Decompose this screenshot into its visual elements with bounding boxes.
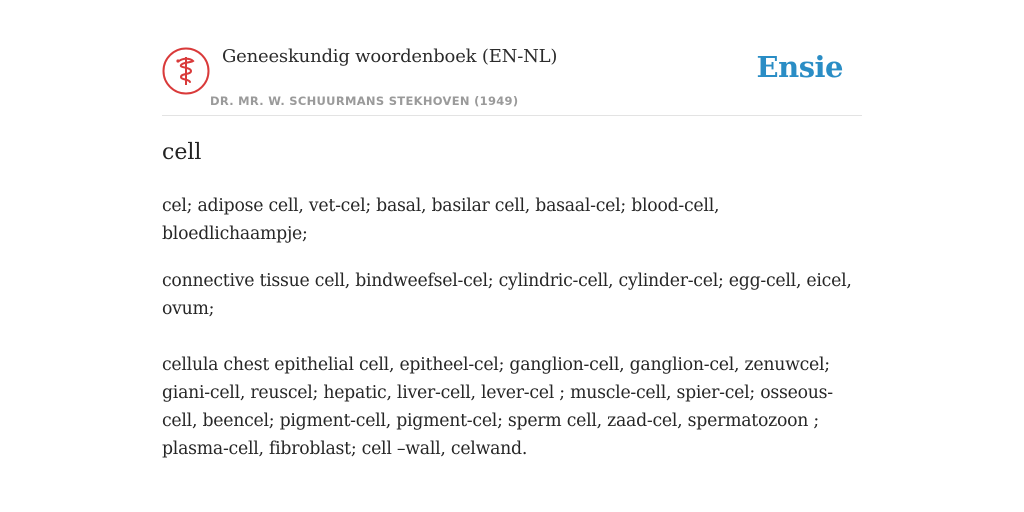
caduceus-icon[interactable] (162, 47, 210, 95)
book-title[interactable]: Geneeskundig woordenboek (EN-NL) (222, 46, 558, 67)
entry-definition (162, 192, 862, 463)
book-author: DR. MR. W. SCHUURMANS STEKHOVEN (1949) (210, 94, 519, 108)
definition-paragraph: cel; adipose cell, vet-cel; basal, basilar cell, basaal-cel; blood-cell, bloedlichaampje; (162, 196, 720, 244)
content-column (162, 0, 862, 459)
definition-paragraph: cellula chest epithelial cell, epitheel-cel; ganglion-cell, ganglion-cel, zenuwcel; giani-cell, reuscel; hepatic, liver-cell, lever-cel ; muscle-cell, spier-cel; osseous-cell, beencel; pigment-cell, pigment-cel; sperm cell, zaad-cel, spermatozoon ; plasma-cell, fibroblast; cell –wall, celwand. (162, 355, 833, 459)
definition-paragraph: connective tissue cell, bindweefsel-cel; cylindric-cell, cylinder-cel; egg-cell, eicel, ovum; (162, 271, 852, 319)
brand-logo[interactable]: Ensie (756, 50, 843, 84)
entry-term: cell (162, 140, 202, 165)
header (162, 0, 862, 116)
